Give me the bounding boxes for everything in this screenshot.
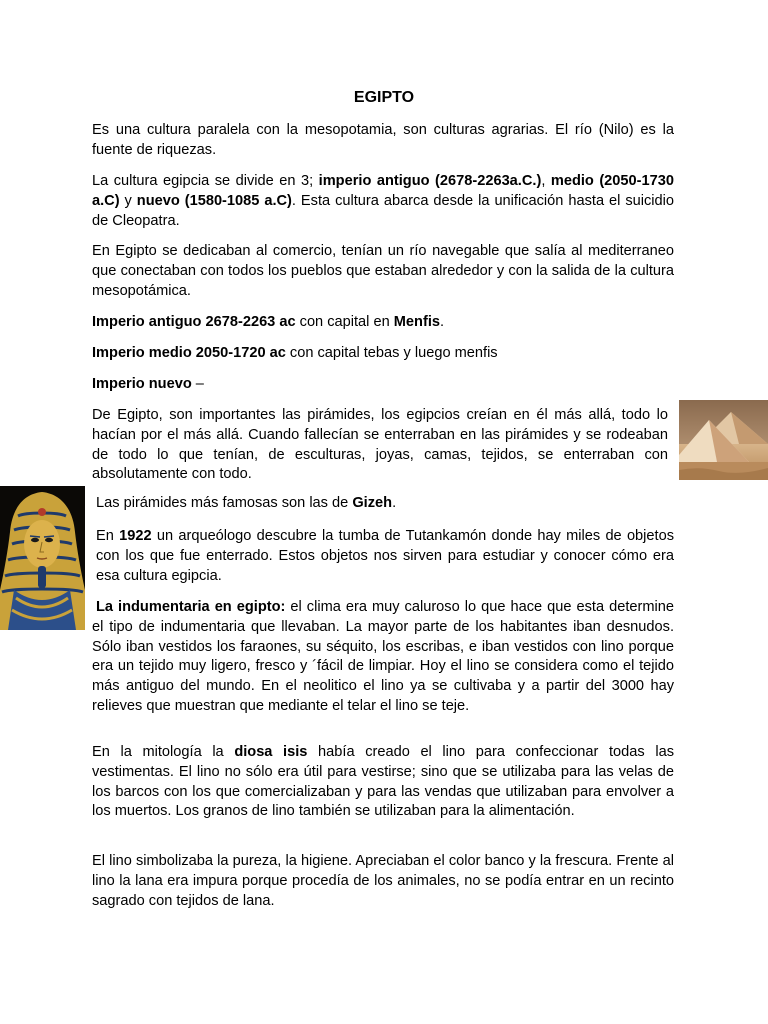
paragraph-5 [92,344,674,364]
tutankhamun-mask-photo [0,486,85,630]
text-run: En [96,528,120,544]
text-run: . [392,495,397,511]
bold-run: imperio antiguo (2678-2263a.C.) [318,173,542,189]
bold-run: La indumentaria en egipto: [96,599,286,615]
paragraph-10 [92,598,674,717]
paragraph-1: Es una cultura paralela con la mesopotamia, son culturas agrarias. El río (Nilo) es la fuente de riquezas. [92,122,674,158]
text-run: Las pirámides más famosas son las de [96,495,353,511]
paragraph-7: De Egipto, son importantes las pirámides, los egipcios creían en él más allá, todo lo hacían por el más allá. Cuando fallecían se enterraban en las pirámides y se rodeaban de todo lo que tenían, de esculturas, joyas, camas, tejidos, se enterraban con absolutamente con todo. [92,407,668,483]
bold-run: Gizeh [352,495,393,511]
bold-run: Imperio antiguo 2678-2263 ac [92,314,296,330]
paragraph-11 [92,743,674,822]
paragraph-2 [92,172,674,231]
bold-run: nuevo (1580-1085 a.C) [136,192,292,209]
paragraph-6 [92,375,674,395]
bold-run: medio (2050-1730 a.C) [92,173,674,209]
paragraph-3: En Egipto se dedicaban al comercio, tenían un río navegable que salía al mediterraneo que conectaban con todos los pueblos que estaban alrededor y con la salida de la cultura mesopotámica. [92,243,674,299]
paragraph-12: El lino simbolizaba la pureza, la higiene. Apreciaban el color banco y la frescura. Frente al lino la lana era impura porque procedía de los animales, no se podía entrar en un recinto sagrado con tejidos de lana. [92,853,674,909]
text-run: . [439,314,445,330]
text-run: había creado el lino para confeccionar todas las vestimentas. El lino no sólo era útil para vestirse; sino que se utilizaba para las velas de los barcos con los que comercializaban y para las vendas que utilizaban para envolver a los muertos. Los granos de lino también se utilizaban para la alimentación. [92,744,674,820]
paragraph-9 [96,527,674,586]
bold-run: Menfis [393,314,440,330]
text-run: La cultura egipcia se divide en 3; [92,173,319,189]
paragraph-4 [92,313,674,333]
text-run: . Esta cultura abarca desde la unificación hasta el suicidio de Cleopatra. [92,192,674,229]
bold-run: Imperio medio 2050-1720 ac [92,345,286,361]
text-run: el clima era muy caluroso lo que hace que esta determine el tipo de indumentaria que llevaban. La mayor parte de los habitantes iban desnudos. Sólo iban vestidos los faraones, su séquito, los escribas, e iban vestidos con lino porque era un tejido muy ligero, fresco y ´fácil de limpiar. Hoy el lino se considera como el tejido más antiguo del mundo. En el neolitico el lino ya se cultivaba y a partir del 3000 hay relieves que muestran que mediante el telar el lino se teje. [92,599,674,714]
text-run: , [541,173,551,189]
text-run: – [191,376,204,392]
text-run: En la mitología la [92,744,235,760]
bold-run: 1922 [119,528,152,544]
text-run: con capital en [295,314,394,330]
text-run: un arqueólogo descubre la tumba de Tutankamón donde hay miles de objetos con los que fue enterrado. Estos objetos nos sirven para estudiar y conocer cómo era esa cultura egipcia. [96,528,674,584]
pyramids-photo [679,400,768,480]
page-title: EGIPTO [353,89,415,106]
bold-run: diosa isis [234,744,308,760]
text-run: con capital tebas y luego menfis [285,345,498,361]
text-run: y [119,192,137,209]
bold-run: Imperio nuevo [92,376,192,392]
paragraph-8 [96,494,674,514]
